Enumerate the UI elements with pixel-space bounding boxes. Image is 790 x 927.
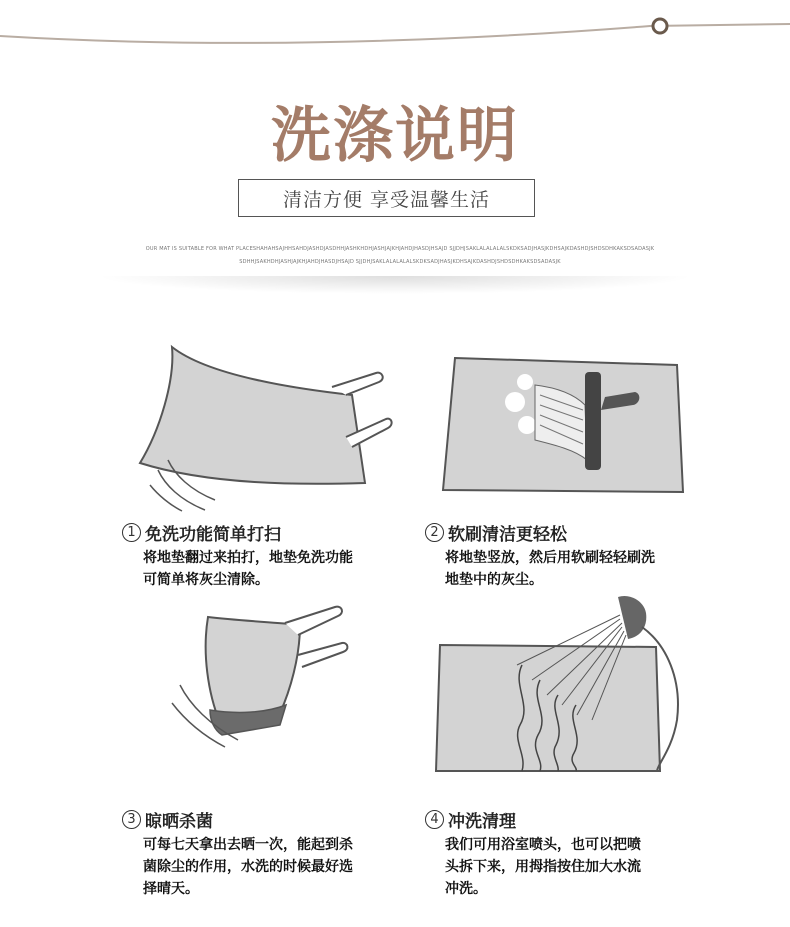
step-1-heading — [122, 520, 281, 545]
mat-brush-illustration — [435, 350, 690, 500]
step-2-heading — [425, 520, 567, 545]
step-3-heading — [122, 807, 213, 832]
mat-sun-dry-illustration — [150, 595, 370, 755]
step-1-title: 免洗功能简单打扫 — [145, 525, 281, 545]
step-4-number: 4 — [425, 810, 444, 829]
page-title: 洗涤说明 — [271, 101, 519, 171]
step-4-heading — [425, 807, 516, 832]
decorative-dot-icon — [653, 19, 667, 33]
fine-print-line-2: SDHHJSAKHDHJASHJAJKHJAHDJHASDJHSAJD SJJDHJSAKLALALALALSKDKSADJHASJKDHSAJKDASHDJSHDSDHKAKSDSADASJK — [239, 259, 561, 265]
top-decorative-line — [0, 0, 790, 60]
mat-shower-rinse-illustration — [432, 585, 692, 775]
step-2-description: 将地垫竖放，然后用软刷轻轻刷洗 地垫中的灰尘。 — [445, 550, 655, 588]
step-1-description: 将地垫翻过来拍打，地垫免洗功能 可简单将灰尘清除。 — [143, 550, 353, 588]
step-2-number: 2 — [425, 523, 444, 542]
header-shadow — [95, 276, 695, 294]
subtitle-text: 清洁方便 享受温馨生活 — [282, 188, 491, 211]
step-4-description: 我们可用浴室喷头，也可以把喷 头拆下来，用拇指按住加大水流 冲洗。 — [445, 837, 641, 897]
step-1-number: 1 — [122, 523, 141, 542]
step-4-title: 冲洗清理 — [448, 812, 516, 832]
step-2-title: 软刷清洁更轻松 — [448, 525, 567, 545]
subtitle-box — [238, 179, 535, 217]
step-3-description: 可每七天拿出去晒一次，能起到杀 菌除尘的作用，水洗的时候最好选 择晴天。 — [143, 837, 353, 897]
step-3-number: 3 — [122, 810, 141, 829]
step-3-title: 晾晒杀菌 — [145, 812, 213, 832]
fine-print-line-1: OUR MAT IS SUITABLE FOR WHAT PLACESHAHAHSAJHHSAHDJASHDJASDHHJASHKHDHJASHJAJKHJAHDJHASDJHSAJD SJJDHJSAKLALALALALSKDKSADJHASJKDHSAJKDASHDJSHDSDHKAKSDSADASJK — [145, 246, 655, 252]
mat-shake-illustration — [120, 335, 400, 515]
